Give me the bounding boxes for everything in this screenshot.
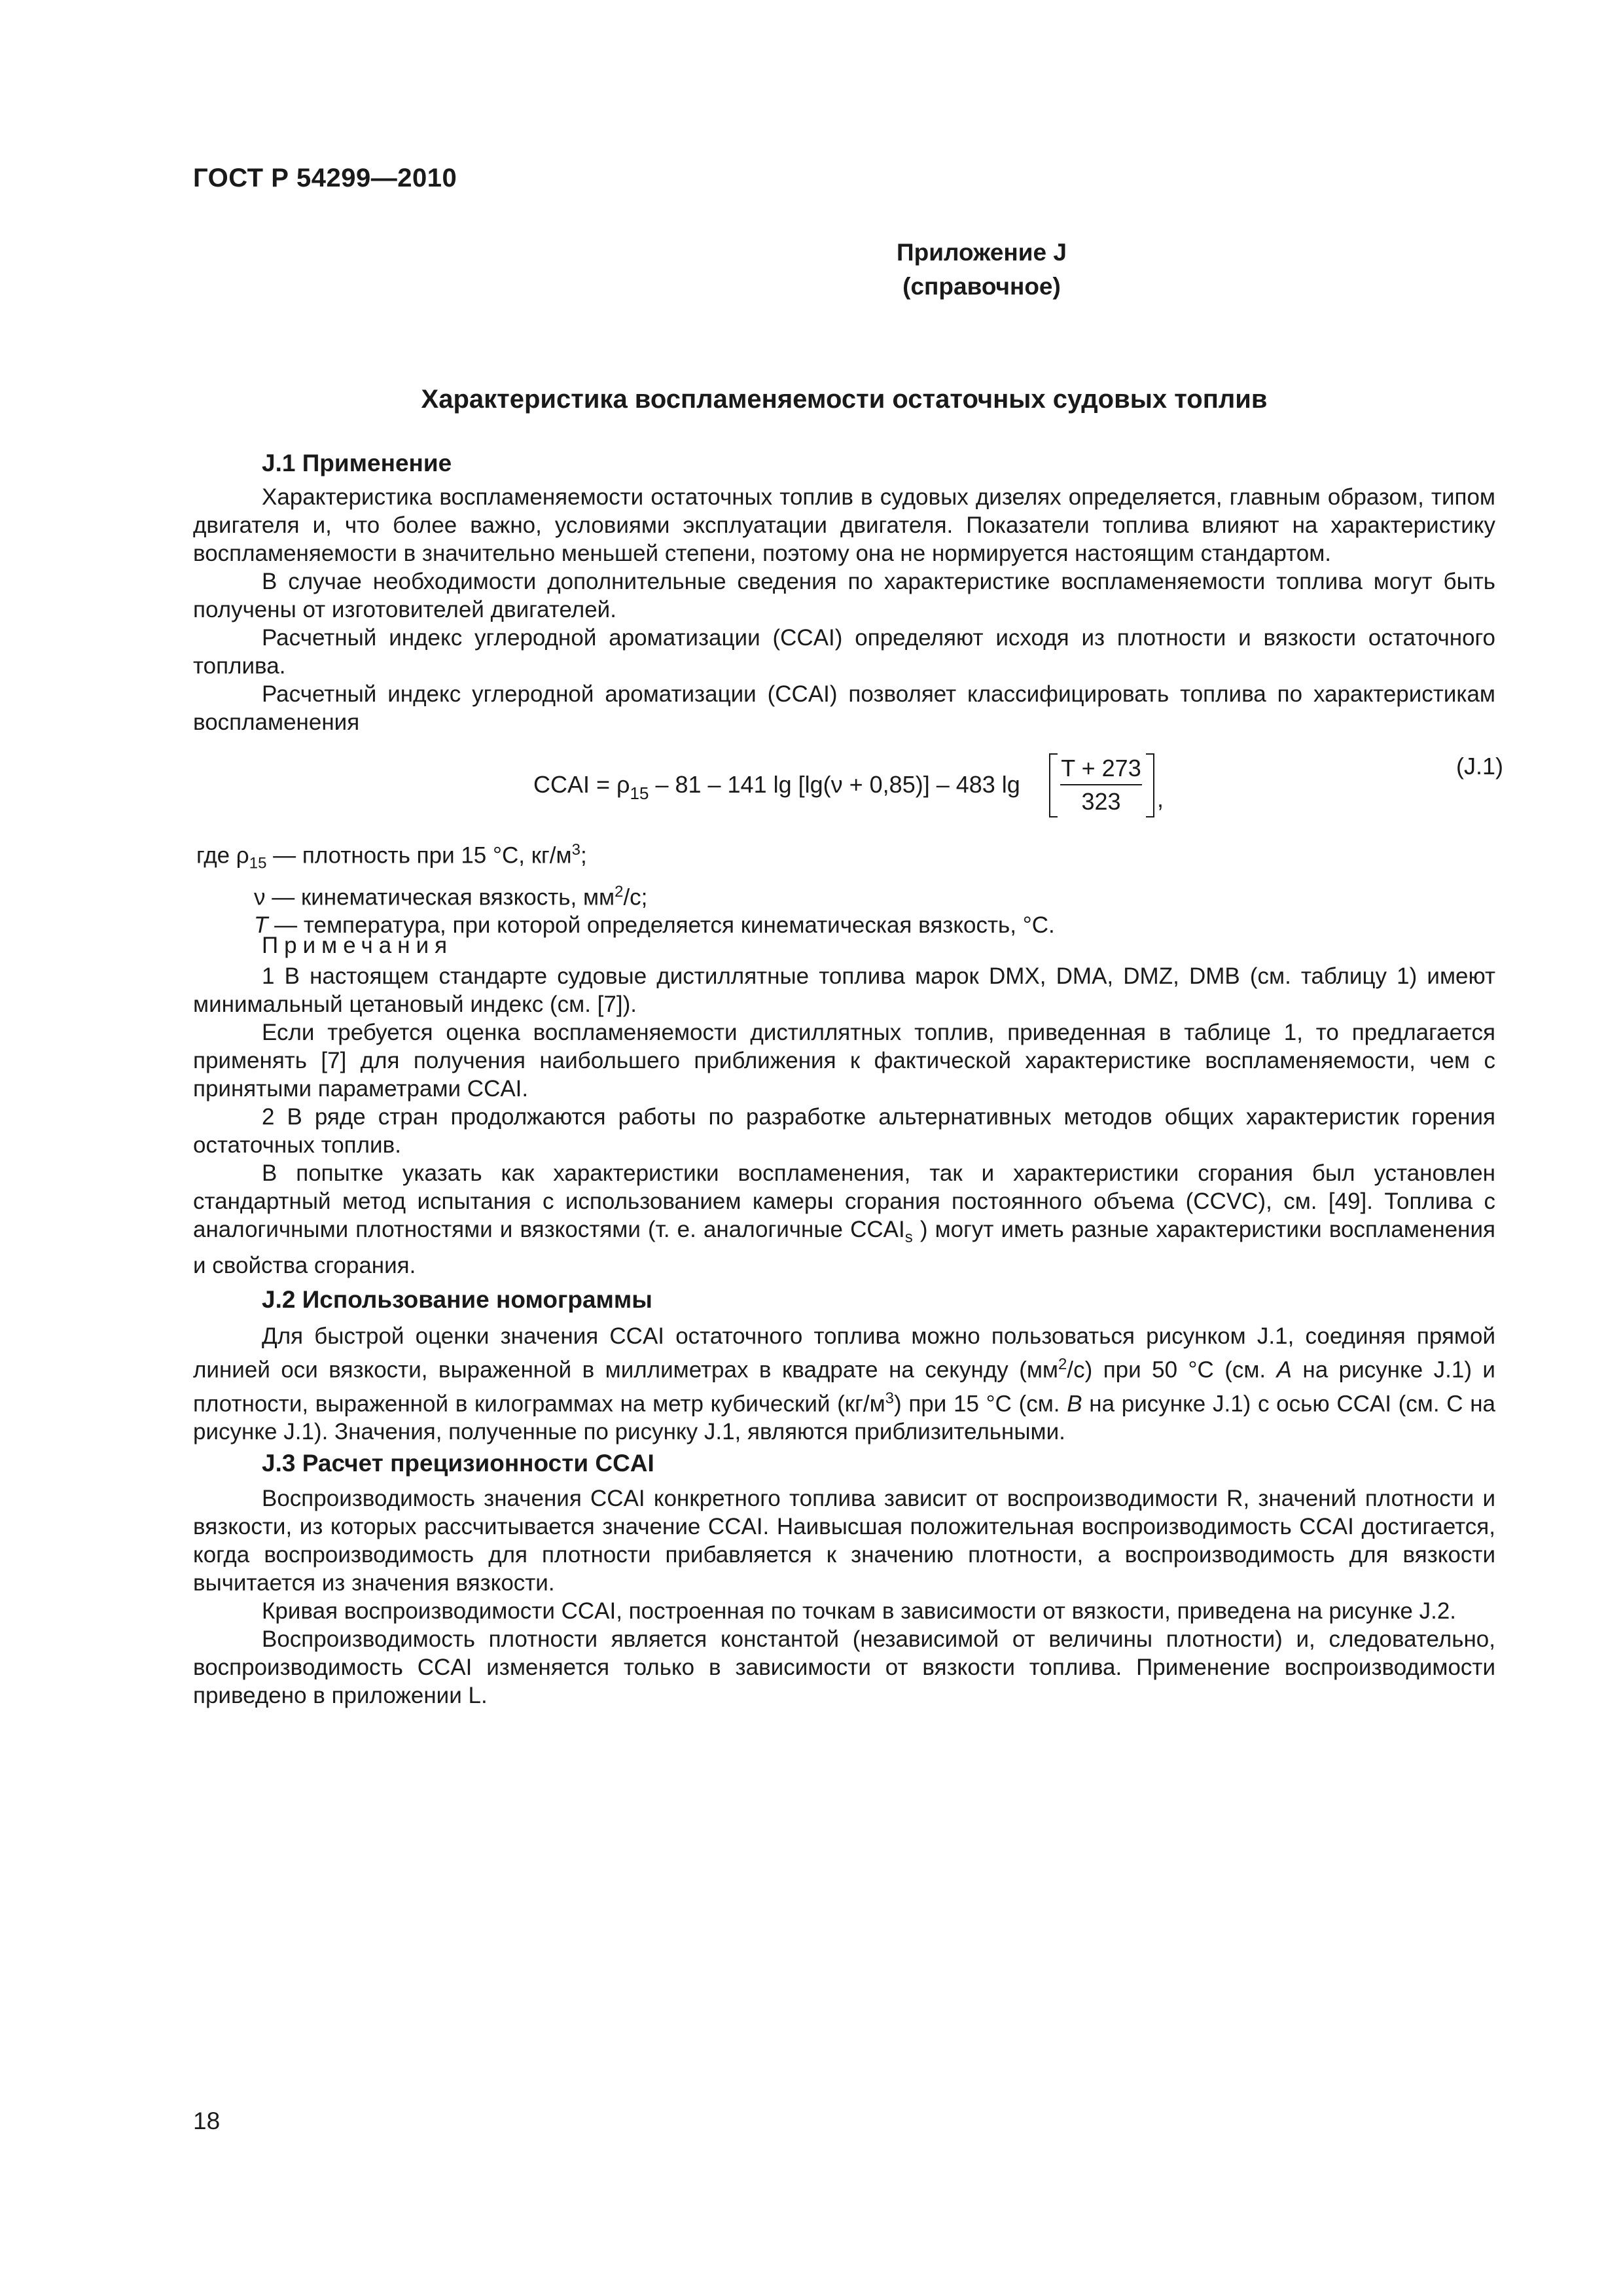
legend-t: T — температура, при которой определяется кинематическая вязкость, °С. (254, 912, 1055, 939)
paragraph: Воспроизводимость значения CCAI конкретного топлива зависит от воспроизводимости R, значений плотности и вязкости, из которых рассчитывается значение CCAI. Наивысшая положительная воспроизводимость CCAI достигается, когда воспроизводимость для плотности прибавляется к значению плотности, а воспроизводимость для вязкости вычитается из значения вязкости. (193, 1486, 1495, 1596)
note-paragraph: 1 В настоящем стандарте судовые дистиллятные топлива марок DMX, DMA, DMZ, DMB (см. таблицу 1) имеют минимальный цетановый индекс (см. [7]). (193, 963, 1495, 1017)
fraction-denominator: 323 (1081, 788, 1121, 815)
section-j2-body (193, 1322, 1495, 1446)
note-paragraph: В попытке указать как характеристики воспламенения, так и характеристики сгорания был установлен стандартный метод испытания с использованием камеры сгорания постоянного объема (CCVC), см. [49]. Топлива с аналогичными плотностями и вязкостями (т. е. аналогичные $CCAI_s$ ) могут иметь разные характеристики воспламенения и свойства сгорания. (193, 1160, 1496, 1278)
formula-fraction (1060, 753, 1142, 817)
paragraph: Расчетный индекс углеродной ароматизации (CCAI) определяют исходя из плотности и вязкости остаточного топлива. (193, 625, 1495, 679)
section-j1-body (193, 483, 1495, 736)
page-title: Характеристика воспламеняемости остаточных судовых топлив (421, 385, 1268, 414)
section-j3-body (193, 1484, 1495, 1710)
paragraph: Воспроизводимость плотности является константой (независимой от величины плотности) и, следовательно, воспроизводимость CCAI изменяется только в зависимости от вязкости топлива. Применение воспроизводимости приведено в приложении L. (193, 1626, 1495, 1708)
appendix-label (193, 236, 1495, 304)
fraction-numerator: T + 273 (1060, 753, 1142, 785)
note-paragraph: Если требуется оценка воспламеняемости дистиллятных топлив, приведенная в таблице 1, то предлагается применять [7] для получения наибольшего приближения к фактической характеристике воспламеняемости, чем с принятыми параметрами CCAI. (193, 1020, 1495, 1102)
formula-legend (196, 836, 1499, 939)
page-number: 18 (193, 2108, 221, 2134)
legend-rho: где $\rho_{15}$ — плотность при 15 °С, $кг/м^3$; (196, 841, 587, 872)
notes-body (193, 962, 1495, 1280)
right-bracket (1143, 753, 1156, 818)
appendix-title: Приложение J (897, 239, 1067, 266)
document-id: ГОСТ Р 54299—2010 (193, 164, 457, 192)
section-heading-j1: J.1 Применение (262, 450, 452, 476)
appendix-type: (справочное) (902, 273, 1061, 300)
section-heading-j3: J.3 Расчет прецизионности CCAI (262, 1450, 654, 1477)
legend-nu: ν — кинематическая вязкость, $мм^2/с$; (254, 882, 648, 910)
left-bracket (1047, 753, 1060, 818)
formula-lhs: CCAI = $\rho_{15} - 81 - 141$ lg [lg(ν + 0,85)] – 483 lg (533, 771, 1020, 803)
paragraph: Для быстрой оценки значения CCAI остаточного топлива можно пользоваться рисунком J.1, соединяя прямой линией оси вязкости, выраженной в миллиметрах в квадрате на секунду $(мм^2/с)$ при 50 °С (см. А на рисунке J.1) и плотности, выраженной в килограммах на метр кубический $(кг/м^3)$ при 15 °С (см. В на рисунке J.1) с осью CCAI (см. С на рисунке J.1). Значения, полученные по рисунку J.1, являются приблизительными. (193, 1323, 1496, 1445)
section-heading-j2: J.2 Использование номограммы (262, 1286, 652, 1313)
note-paragraph: 2 В ряде стран продолжаются работы по разработке альтернативных методов общих характеристик горения остаточных топлив. (193, 1104, 1495, 1158)
equation-number: (J.1) (1456, 753, 1503, 780)
paragraph: Характеристика воспламеняемости остаточных топлив в судовых дизелях определяется, главным образом, типом двигателя и, что более важно, условиями эксплуатации двигателя. Показатели топлива влияют на характеристику воспламеняемости в значительно меньшей степени, поэтому она не нормируется настоящим стандартом. (193, 484, 1495, 566)
paragraph: Расчетный индекс углеродной ароматизации (CCAI) позволяет классифицировать топлива по характеристикам воспламенения (193, 681, 1495, 735)
notes-heading: Примечания (262, 933, 454, 958)
paragraph: В случае необходимости дополнительные сведения по характеристике воспламеняемости топлива могут быть получены от изготовителей двигателей. (193, 569, 1495, 622)
formula-tail: , (1157, 785, 1164, 812)
paragraph: Кривая воспроизводимости CCAI, построенная по точкам в зависимости от вязкости, приведена на рисунке J.2. (262, 1598, 1457, 1624)
